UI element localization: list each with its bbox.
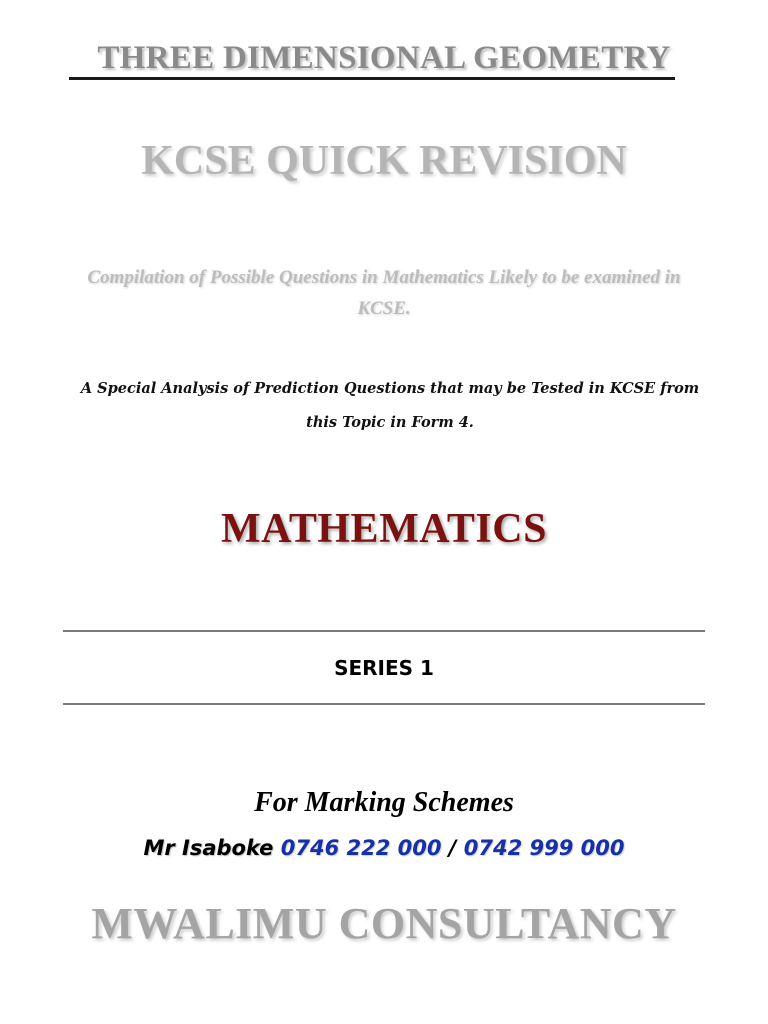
contact-line: [0, 836, 768, 860]
contact-phone-1: 0746 222 000: [280, 836, 442, 860]
contact-name: Mr Isaboke: [143, 836, 274, 860]
contact-phone-2: 0742 999 000: [463, 836, 625, 860]
contact-separator: /: [448, 836, 457, 860]
compilation-note: Compilation of Possible Questions in Mathematics Likely to be examined in KCSE.: [87, 267, 681, 319]
marking-schemes-heading: For Marking Schemes: [254, 787, 514, 818]
document-title: THREE DIMENSIONAL GEOMETRY: [97, 40, 671, 76]
divider-bottom: [63, 703, 705, 705]
divider-top: [63, 630, 705, 632]
title-underline: [69, 77, 675, 80]
series-label: SERIES 1: [334, 656, 434, 680]
company-name: MWALIMU CONSULTANCY: [91, 899, 677, 948]
analysis-note: A Special Analysis of Prediction Questions that may be Tested in KCSE from this Topic in Form 4.: [80, 380, 700, 431]
document-subtitle: KCSE QUICK REVISION: [141, 138, 627, 184]
subject-heading: MATHEMATICS: [221, 506, 547, 552]
